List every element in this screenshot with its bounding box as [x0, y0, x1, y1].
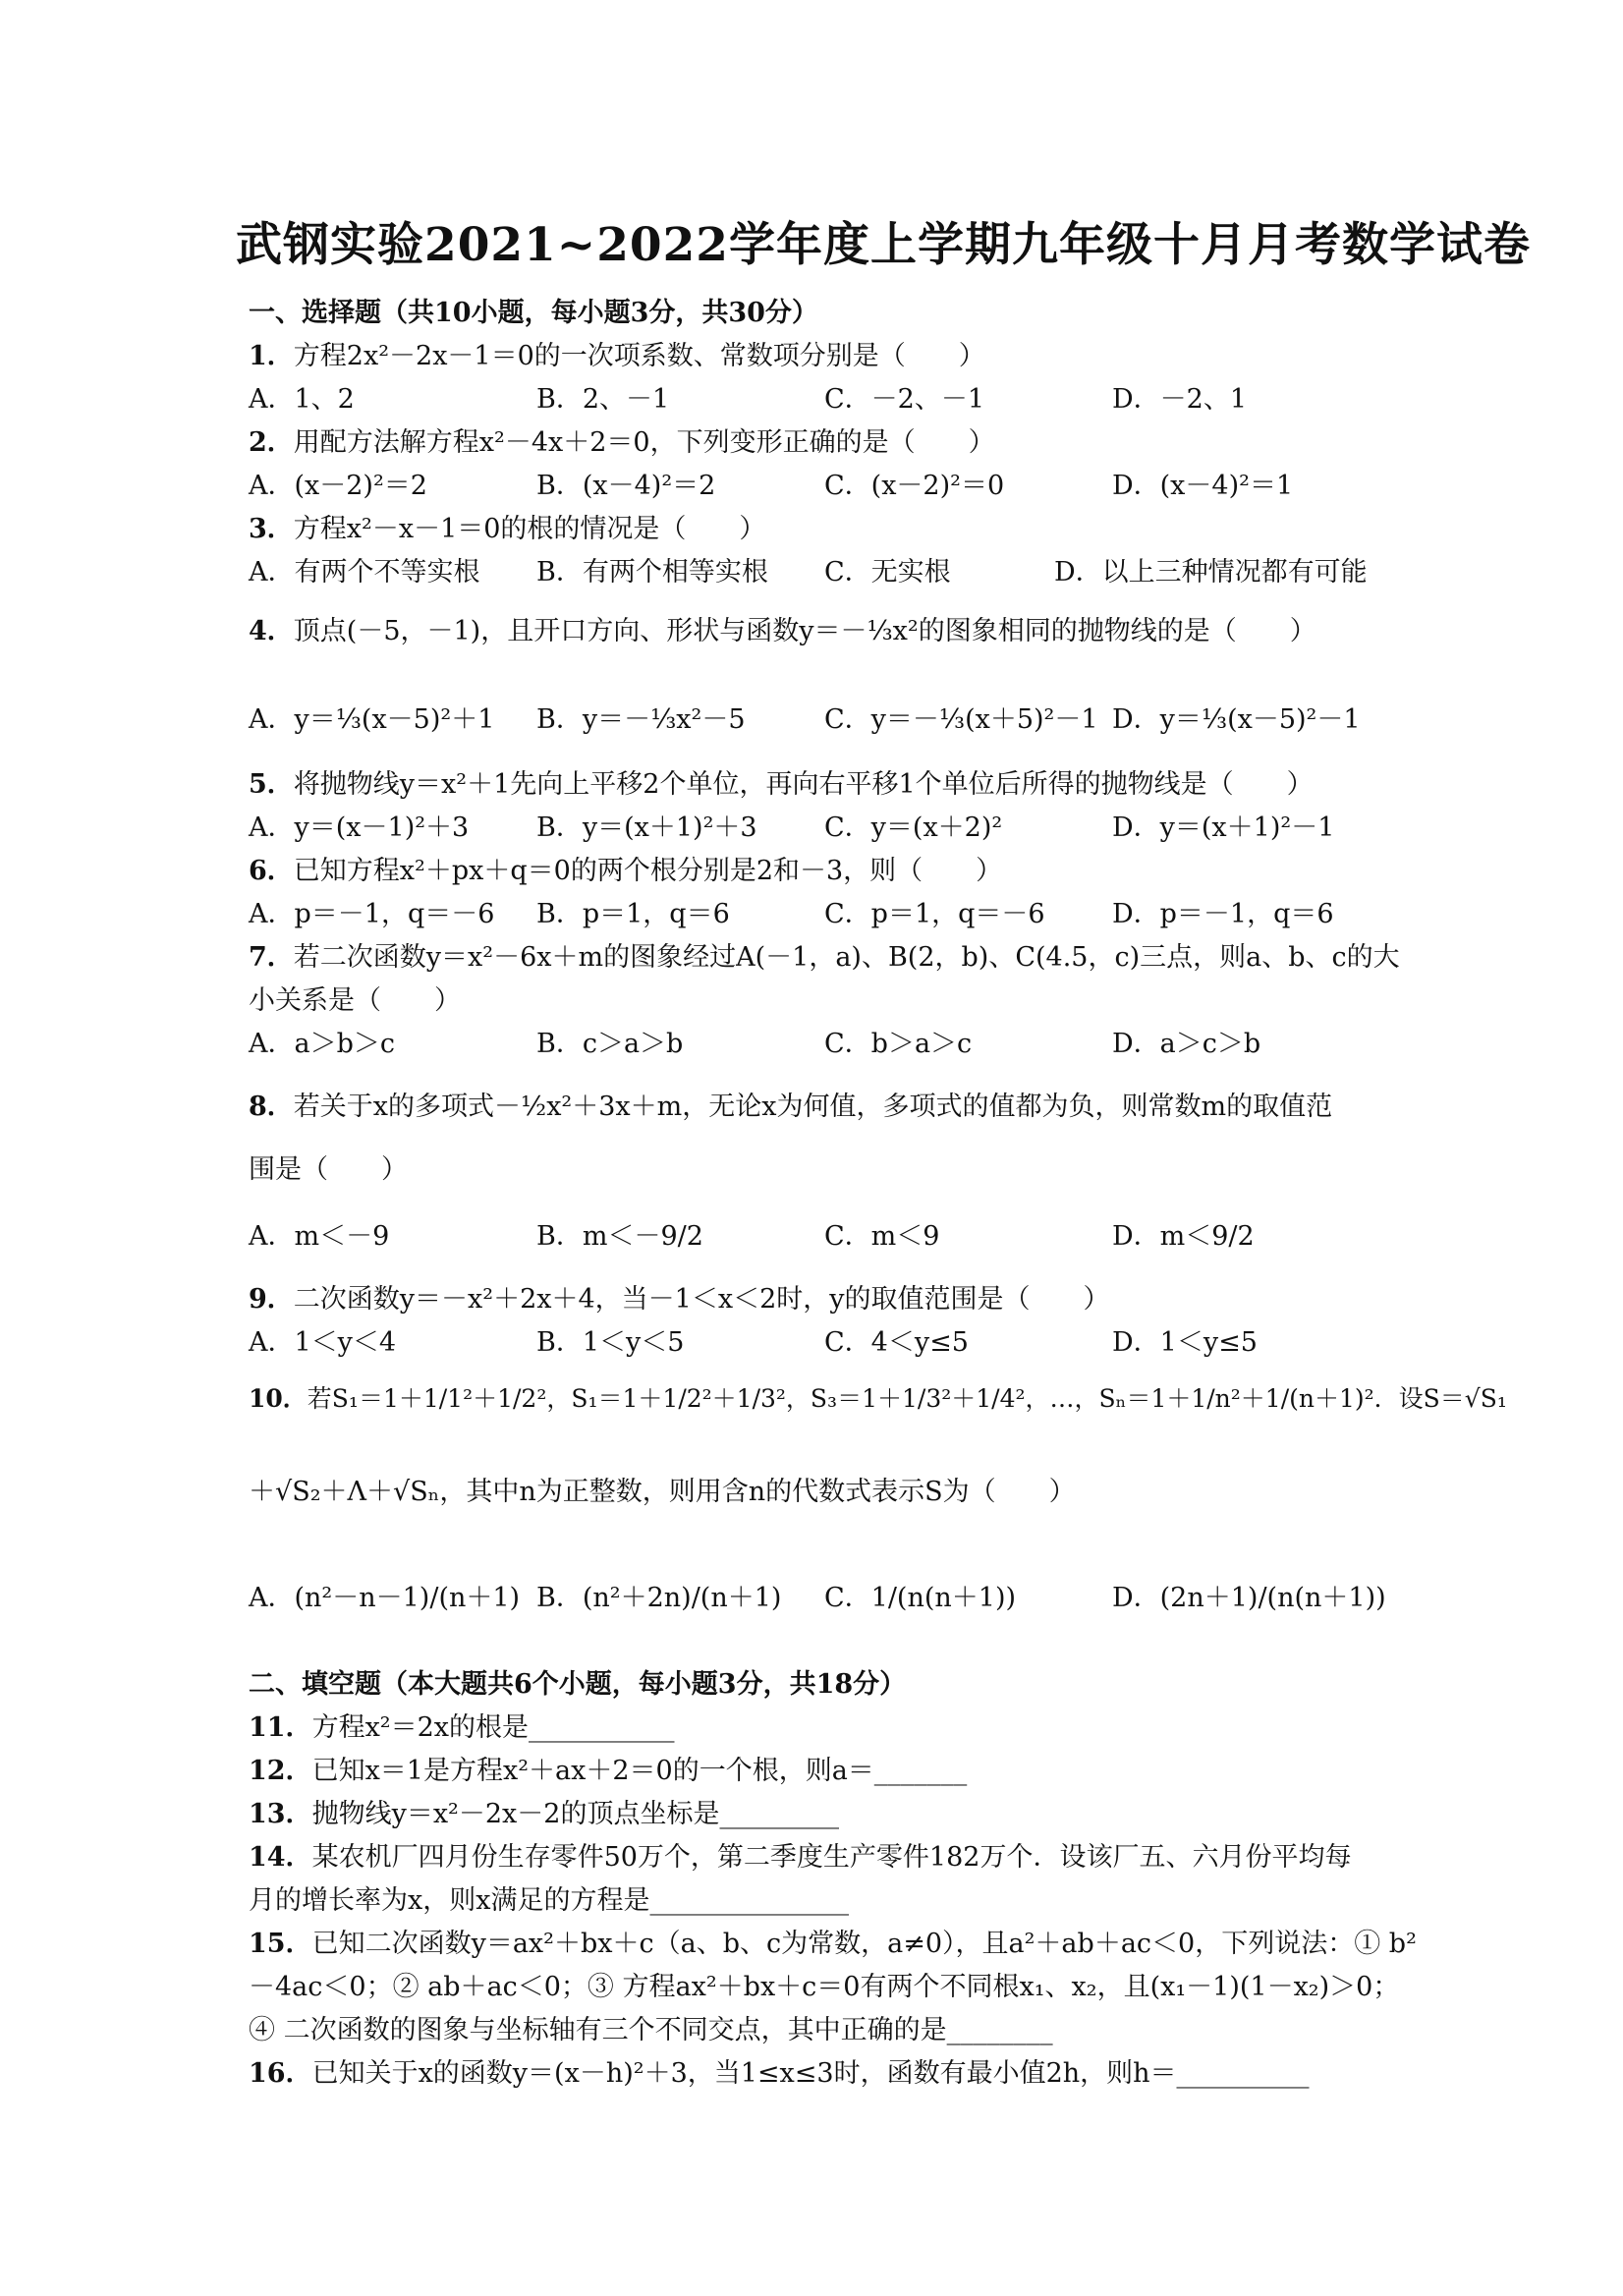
option-b: B．有两个相等实根	[536, 557, 768, 588]
option-d: D．a＞c＞b	[1112, 1029, 1261, 1059]
question-5	[249, 762, 1314, 801]
question-15-continued: －4ac＜0；② ab＋ac＜0；③ 方程ax²＋bx＋c＝0有两个不同根x₁、x₂，且(x₁－1)(1－x₂)＞0；	[249, 1972, 1400, 2002]
question-number: 9．	[249, 1284, 294, 1315]
question-10-continued: ＋√S₂＋Λ＋√Sₙ，其中n为正整数，则用含n的代数式表示S为（ ）	[249, 1477, 1076, 1507]
option-c: C．4＜y≤5	[824, 1327, 969, 1358]
question-number: 3．	[249, 514, 294, 544]
option-a: A．y＝(x－1)²＋3	[249, 812, 470, 843]
question-13	[249, 1792, 839, 1830]
option-c: C．p＝1，q＝－6	[824, 899, 1045, 929]
section-heading-choice: 一、选择题（共10小题，每小题3分，共30分）	[249, 298, 818, 328]
option-c: C．b＞a＞c	[824, 1029, 973, 1059]
question-number: 13．	[249, 1799, 312, 1829]
question-number: 8．	[249, 1092, 294, 1122]
question-text: 若关于x的多项式－½x²＋3x＋m，无论x为何值，多项式的值都为负，则常数m的取值范	[293, 1092, 1333, 1122]
question-text: 方程2x²－2x－1＝0的一次项系数、常数项分别是（ ）	[293, 341, 985, 371]
option-b: B．c＞a＞b	[536, 1029, 684, 1059]
option-a: A．y＝⅓(x－5)²＋1	[249, 704, 495, 735]
question-number: 15．	[249, 1929, 312, 1959]
question-text: 方程x²＝2x的根是___________	[311, 1712, 675, 1743]
question-number: 7．	[249, 942, 294, 973]
question-text: 方程x²－x－1＝0的根的情况是（ ）	[293, 514, 766, 544]
option-d: D．m＜9/2	[1112, 1221, 1255, 1252]
option-d: D．1＜y≤5	[1112, 1327, 1258, 1358]
question-number: 16．	[249, 2058, 312, 2089]
option-c: C．无实根	[824, 557, 951, 588]
option-d: D．p＝－1，q＝6	[1112, 899, 1334, 929]
option-a: A．(n²－n－1)/(n＋1)	[249, 1583, 521, 1613]
question-12	[249, 1749, 967, 1787]
option-a: A．1＜y＜4	[249, 1327, 397, 1358]
question-text: 已知x＝1是方程x²＋ax＋2＝0的一个根，则a＝_______	[311, 1756, 968, 1786]
option-d: D．y＝(x＋1)²－1	[1112, 812, 1335, 843]
option-c: C．1/(n(n＋1))	[824, 1583, 1017, 1613]
option-a: A．1、2	[249, 384, 355, 415]
option-b: B．y＝－⅓x²－5	[536, 704, 746, 735]
option-d: D．(2n＋1)/(n(n＋1))	[1112, 1583, 1386, 1613]
question-8	[249, 1085, 1332, 1123]
question-number: 4．	[249, 616, 294, 646]
question-10	[249, 1379, 1507, 1415]
question-text: 已知方程x²＋px＋q＝0的两个根分别是2和－3，则（ ）	[293, 856, 1003, 886]
question-text: 某农机厂四月份生存零件50万个，第二季度生产零件182万个．设该厂五、六月份平均每	[311, 1842, 1352, 1873]
option-c: C．y＝(x＋2)²	[824, 812, 1003, 843]
question-9	[249, 1277, 1110, 1316]
question-15	[249, 1922, 1417, 1960]
question-number: 5．	[249, 769, 294, 800]
question-number: 2．	[249, 427, 294, 458]
question-number: 1．	[249, 341, 294, 371]
option-d: D．(x－4)²＝1	[1112, 471, 1294, 501]
question-3	[249, 507, 765, 545]
option-b: B．1＜y＜5	[536, 1327, 685, 1358]
question-text: 将抛物线y＝x²＋1先向上平移2个单位，再向右平移1个单位后所得的抛物线是（ ）	[293, 769, 1314, 800]
question-7-continued: 小关系是（ ）	[249, 985, 461, 1016]
option-a: A．p＝－1，q＝－6	[249, 899, 495, 929]
question-text: 抛物线y＝x²－2x－2的顶点坐标是_________	[311, 1799, 839, 1829]
option-b: B．y＝(x＋1)²＋3	[536, 812, 757, 843]
option-a: A．m＜－9	[249, 1221, 390, 1252]
option-a: A．有两个不等实根	[249, 557, 480, 588]
question-14	[249, 1835, 1351, 1874]
option-d: D．y＝⅓(x－5)²－1	[1112, 704, 1361, 735]
question-text: 已知二次函数y＝ax²＋bx＋c（a、b、c为常数，a≠0），且a²＋ab＋ac＜0，下列说法：① b²	[311, 1929, 1417, 1959]
option-b: B．p＝1，q＝6	[536, 899, 730, 929]
option-d: D．以上三种情况都有可能	[1054, 557, 1368, 588]
option-a: A．(x－2)²＝2	[249, 471, 427, 501]
question-text: 顶点(－5，－1)，且开口方向、形状与函数y＝－⅓x²的图象相同的抛物线的是（ ）	[293, 616, 1316, 646]
question-14-continued: 月的增长率为x，则x满足的方程是_______________	[249, 1885, 849, 1916]
option-b: B．2、－1	[536, 384, 670, 415]
question-text: 二次函数y＝－x²＋2x＋4，当－1＜x＜2时，y的取值范围是（ ）	[293, 1284, 1110, 1315]
question-4	[249, 609, 1316, 647]
question-1	[249, 334, 985, 372]
question-number: 11．	[249, 1712, 312, 1743]
section-heading-fill: 二、填空题（本大题共6个小题，每小题3分，共18分）	[249, 1669, 907, 1700]
question-6	[249, 849, 1002, 887]
question-8-continued: 围是（ ）	[249, 1154, 408, 1185]
question-11	[249, 1706, 675, 1744]
option-a: A．a＞b＞c	[249, 1029, 396, 1059]
question-number: 14．	[249, 1842, 312, 1873]
question-7	[249, 935, 1400, 974]
option-c: C．(x－2)²＝0	[824, 471, 1005, 501]
question-15-continued-2: ④ 二次函数的图象与坐标轴有三个不同交点，其中正确的是________	[249, 2015, 1053, 2045]
page-title: 武钢实验2021~2022学年度上学期九年级十月月考数学试卷	[236, 218, 1532, 272]
question-text: 若二次函数y＝x²－6x＋m的图象经过A(－1，a)、B(2，b)、C(4.5，c)三点，则a、b、c的大	[293, 942, 1400, 973]
question-2	[249, 420, 995, 459]
option-b: B．(n²＋2n)/(n＋1)	[536, 1583, 782, 1613]
option-c: C．y＝－⅓(x＋5)²－1	[824, 704, 1098, 735]
option-c: C．m＜9	[824, 1221, 940, 1252]
question-number: 6．	[249, 856, 294, 886]
option-b: B．(x－4)²＝2	[536, 471, 716, 501]
option-c: C．－2、－1	[824, 384, 985, 415]
question-number: 12．	[249, 1756, 312, 1786]
question-16	[249, 2051, 1310, 2090]
option-d: D．－2、1	[1112, 384, 1248, 415]
question-text: 用配方法解方程x²－4x＋2＝0，下列变形正确的是（ ）	[293, 427, 995, 458]
option-b: B．m＜－9/2	[536, 1221, 703, 1252]
question-text: 若S₁＝1＋1/1²＋1/2²，S₁＝1＋1/2²＋1/3²，S₃＝1＋1/3²＋1/4²，…，Sₙ＝1＋1/n²＋1/(n＋1)²．设S＝√S₁	[307, 1384, 1507, 1413]
question-text: 已知关于x的函数y＝(x－h)²＋3，当1≤x≤3时，函数有最小值2h，则h＝__________	[311, 2058, 1310, 2089]
question-number: 10．	[249, 1384, 308, 1413]
